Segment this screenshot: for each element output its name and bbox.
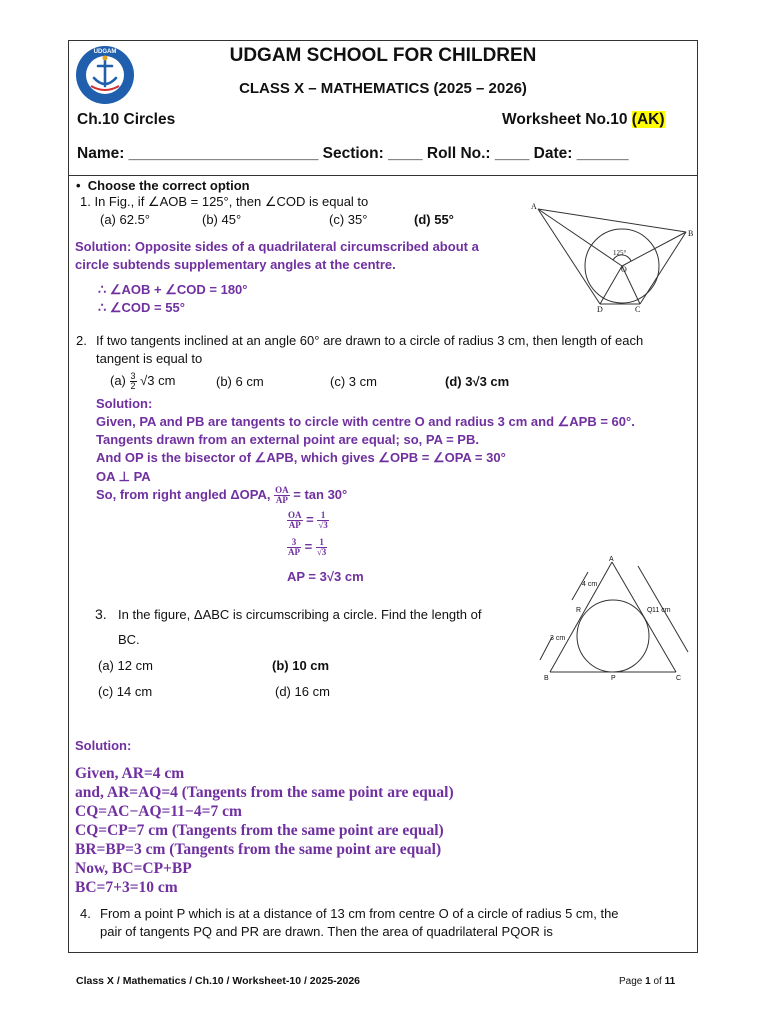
svg-text:UDGAM: UDGAM (93, 49, 117, 55)
q3-label-q: Q (647, 607, 653, 614)
q2-line2: tangent is equal to (96, 351, 203, 366)
q3-label-r: R (576, 607, 582, 614)
header-divider (68, 175, 698, 176)
q3-solution-line: CQ=AC−AQ=11−4=7 cm (75, 803, 242, 820)
q1-option-d-correct: (d) 55° (414, 212, 454, 227)
class-title: CLASS X – MATHEMATICS (2025 – 2026) (239, 80, 527, 97)
q3-solution-line: and, AR=AQ=4 (Tangents from the same point are equal) (75, 784, 454, 801)
q2-option-a (110, 372, 175, 391)
q3-figure (536, 552, 694, 684)
q2-solution-line5 (96, 486, 347, 505)
chapter-title: Ch.10 Circles (77, 111, 176, 128)
q3-solution-line: BC=7+3=10 cm (75, 879, 178, 896)
frac-oa: OA (275, 485, 289, 495)
frac-root3-2: √3 (316, 547, 327, 557)
q3-solution-line: CQ=CP=7 cm (Tangents from the same point are equal) (75, 822, 444, 839)
q2-option-a-numerator: 3 (130, 371, 136, 381)
q3-line2: BC. (118, 632, 140, 647)
frac-one-2: 1 (316, 538, 327, 548)
q2-solution-line2: Tangents drawn from an external point are equal; so, PA = PB. (96, 432, 479, 447)
frac-oa-2: OA (288, 510, 302, 520)
q1-solution-line2: circle subtends supplementary angles at the centre. (75, 257, 396, 272)
q2-tan30: = tan 30° (293, 486, 348, 502)
instruction-text: Choose the correct option (87, 178, 250, 193)
q2-line1: If two tangents inclined at an angle 60° are drawn to a circle of radius 3 cm, then length of each (96, 333, 644, 348)
q1-option-c: (c) 35° (329, 212, 368, 227)
answer-key-tag: (AK) (631, 111, 665, 128)
frac-root3: √3 (318, 520, 328, 530)
q2-number: 2. (76, 333, 87, 348)
q1-figure-lines (538, 209, 686, 304)
q2-solution-head: Solution: (96, 396, 153, 411)
q3-option-b-correct: (b) 10 cm (272, 658, 330, 673)
q1-option-a: (a) 62.5° (100, 212, 151, 227)
frac-ap-3: AP (288, 547, 300, 557)
frac-ap: AP (275, 495, 288, 505)
q4-line1: From a point P which is at a distance of 13 cm from centre O of a circle of radius 5 cm, the (100, 906, 619, 921)
equals-sign: = (306, 511, 314, 527)
q2-solution-line3: And OP is the bisector of ∠APB, which gives ∠OPB = ∠OPA = 30° (96, 450, 506, 465)
worksheet-number (502, 111, 665, 129)
page-number (619, 976, 675, 987)
q2-solution-line5-text: So, from right angled ΔOPA, (96, 486, 271, 502)
q3-solution-line: Now, BC=CP+BP (75, 860, 192, 877)
q2-option-b: (b) 6 cm (216, 374, 264, 389)
q4-number: 4. (80, 906, 91, 921)
page-total: 11 (664, 976, 676, 987)
equals-sign-2: = (304, 538, 313, 554)
frac-one: 1 (317, 511, 328, 521)
q2-option-a-denominator: 2 (130, 381, 136, 391)
q3-solution-body (75, 764, 454, 897)
bullet-icon: • (76, 178, 81, 193)
page-current: 1 (645, 976, 651, 987)
q1-option-b: (b) 45° (202, 212, 242, 227)
q1-solution-line1: Solution: Opposite sides of a quadrilateral circumscribed about a (75, 239, 479, 254)
q1-label-a: A (531, 202, 537, 211)
q2-option-d-correct: (d) 3√3 cm (445, 374, 510, 389)
q3-option-d: (d) 16 cm (275, 684, 330, 699)
q3-length-3cm: 3 cm (550, 635, 566, 642)
worksheet-label: Worksheet No.10 (502, 111, 628, 128)
q2-option-a-value: √3 cm (140, 372, 176, 388)
frac-ap-2: AP (288, 520, 301, 530)
q3-figure-lines (540, 562, 688, 672)
q1-label-c: C (635, 305, 641, 314)
q1-label-o: O (621, 265, 627, 274)
q1-figure (528, 200, 698, 320)
q4-line2: pair of tangents PQ and PR are drawn. Then the area of quadrilateral PQOR is (100, 924, 553, 939)
q3-length-11cm: 11 cm (652, 607, 671, 614)
q1-step2: ∴ ∠COD = 55° (98, 300, 185, 315)
q3-circle (577, 600, 649, 672)
q3-label-c: C (676, 675, 682, 682)
q3-label-p: P (611, 675, 616, 682)
q2-eq-step2 (287, 538, 327, 557)
q3-solution-line: BR=BP=3 cm (Tangents from the same point are equal) (75, 841, 442, 858)
q3-label-b: B (544, 675, 549, 682)
page-label: Page (619, 976, 643, 987)
q2-final-answer: AP = 3√3 cm (287, 569, 364, 584)
q1-label-b: B (688, 229, 694, 238)
q3-line1: In the figure, ΔABC is circumscribing a circle. Find the length of (118, 607, 482, 622)
q1-label-d: D (597, 305, 603, 314)
q2-option-a-label: (a) (110, 372, 126, 388)
page-of: of (653, 976, 662, 987)
footer-left: Class X / Mathematics / Ch.10 / Worksheet-10 / 2025-2026 (76, 975, 361, 987)
q1-step1: ∴ ∠AOB + ∠COD = 180° (98, 282, 248, 297)
school-name: UDGAM SCHOOL FOR CHILDREN (229, 45, 537, 66)
q3-solution-line: Given, AR=4 cm (75, 765, 185, 782)
q3-option-a: (a) 12 cm (98, 658, 153, 673)
q1-angle-label: 125° (613, 249, 627, 257)
q2-solution-line1: Given, PA and PB are tangents to circle with centre O and radius 3 cm and ∠APB = 60°. (96, 414, 635, 429)
q3-number: 3. (95, 606, 107, 622)
q3-option-c: (c) 14 cm (98, 684, 153, 699)
q2-option-c: (c) 3 cm (330, 374, 377, 389)
q3-length-4cm: 4 cm (582, 581, 598, 588)
instruction (76, 178, 250, 193)
q1-question: 1. In Fig., if ∠AOB = 125°, then ∠COD is equal to (80, 194, 369, 209)
q2-solution-line4: OA ⊥ PA (96, 469, 151, 484)
frac-three: 3 (287, 538, 301, 548)
q2-eq-step1 (287, 511, 329, 530)
q3-solution-head: Solution: (75, 738, 132, 753)
student-info-line: Name: ______________________ Section: ____ Roll No.: ____ Date: ______ (77, 145, 629, 162)
q3-label-a: A (609, 556, 614, 563)
